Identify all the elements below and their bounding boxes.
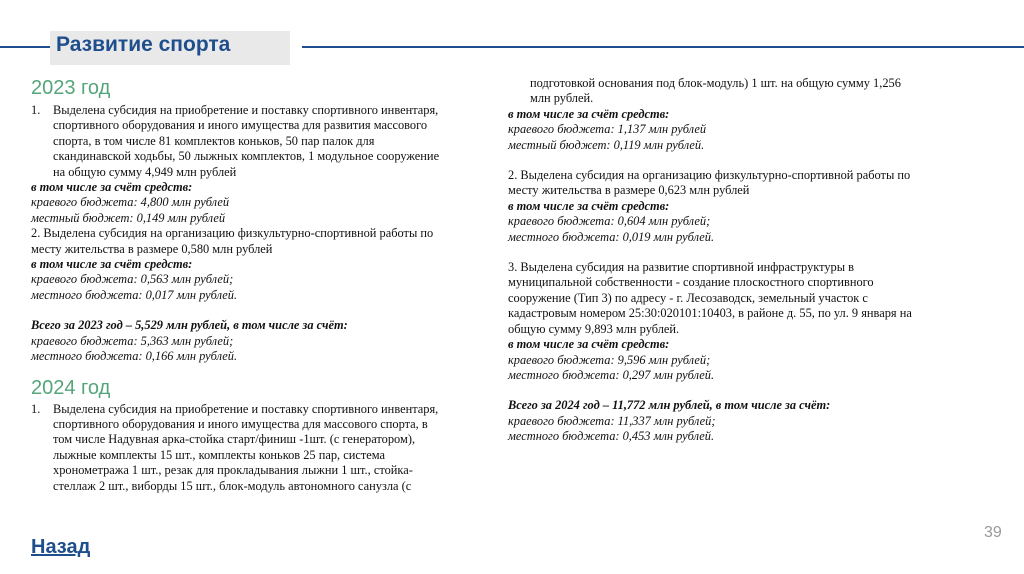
- header-rule-left: [0, 46, 52, 48]
- text-line: месту жительства в размере 0,580 млн рублей: [31, 241, 273, 256]
- regional-budget: краевого бюджета: 9,596 млн рублей;: [508, 352, 711, 367]
- text-line: 2. Выделена субсидия на организацию физкультурно-спортивной работы по: [31, 226, 434, 241]
- item-text: [53, 103, 439, 180]
- text-line: муниципальной собственности - создание плоскостного спортивного: [508, 275, 874, 290]
- local-budget: местного бюджета: 0,019 млн рублей.: [508, 229, 715, 244]
- text-line: Выделена субсидия на приобретение и поставку спортивного инвентаря,: [53, 103, 439, 117]
- text-line: 3. Выделена субсидия на развитие спортивной инфраструктуры в: [508, 260, 855, 275]
- funding-heading: в том числе за счёт средств:: [508, 198, 670, 213]
- funding-heading: в том числе за счёт средств:: [508, 106, 670, 121]
- list-item-2024-1: [31, 402, 501, 494]
- text-line: подготовкой основания под блок-модуль) 1 шт. на общую сумму 1,256: [530, 76, 901, 90]
- local-budget: местный бюджет: 0,119 млн рублей.: [508, 137, 705, 152]
- total-2024: Всего за 2024 год – 11,772 млн рублей, в том числе за счёт:: [508, 398, 831, 413]
- item-text: [53, 402, 438, 494]
- text-line: лыжные комплекты 15 шт., комплекты коньков 25 пар, система: [53, 447, 386, 462]
- regional-budget: краевого бюджета: 0,563 млн рублей;: [31, 272, 234, 287]
- text-line: спорта, в том числе 81 комплектов коньков, 50 пар палок для: [53, 133, 375, 148]
- funding-heading: в том числе за счёт средств:: [508, 337, 670, 352]
- total-local-budget: местного бюджета: 0,453 млн рублей.: [508, 429, 715, 444]
- regional-budget: краевого бюджета: 0,604 млн рублей;: [508, 214, 711, 229]
- total-local-budget: местного бюджета: 0,166 млн рублей.: [31, 349, 238, 364]
- text-line: на общую сумму 4,949 млн рублей: [53, 164, 237, 179]
- item-number: 1.: [31, 401, 41, 416]
- regional-budget: краевого бюджета: 4,800 млн рублей: [31, 195, 230, 210]
- text-line: месту жительства в размере 0,623 млн рублей: [508, 183, 750, 198]
- page-number: 39: [984, 524, 1002, 541]
- text-line: спортивного оборудования и иного имущества для массового спорта, в: [53, 416, 428, 431]
- header-rule-right: [302, 46, 1024, 48]
- local-budget: местного бюджета: 0,297 млн рублей.: [508, 367, 715, 382]
- year-2023-heading: 2023 год: [31, 77, 111, 99]
- total-regional-budget: краевого бюджета: 11,337 млн рублей;: [508, 413, 716, 428]
- text-line: общую сумму 9,893 млн рублей.: [508, 321, 680, 336]
- local-budget: местного бюджета: 0,017 млн рублей.: [31, 287, 238, 302]
- text-line: кадастровым номером 25:30:020101:10403, в районе д. 55, по ул. 9 января на: [508, 306, 912, 321]
- funding-heading: в том числе за счёт средств:: [31, 180, 193, 195]
- local-budget: местный бюджет: 0,149 млн рублей: [31, 210, 226, 225]
- text-line: хронометража 1 шт., резак для прокладывания лыжни 1 шт., стойка-: [53, 463, 413, 478]
- page-title: Развитие спорта: [56, 33, 231, 56]
- left-column: [31, 76, 501, 494]
- text-line: 2. Выделена субсидия на организацию физкультурно-спортивной работы по: [508, 168, 911, 183]
- back-link[interactable]: Назад: [31, 536, 91, 558]
- funding-heading: в том числе за счёт средств:: [31, 257, 193, 272]
- list-item-2023-1: [31, 103, 501, 180]
- regional-budget: краевого бюджета: 1,137 млн рублей: [508, 122, 707, 137]
- text-line: сооружение (Тип 3) по адресу - г. Лесозаводск, земельный участок с: [508, 290, 868, 305]
- text-line: спортивного оборудования и иного имущества для развития массового: [53, 118, 428, 133]
- text-line: млн рублей.: [530, 91, 594, 106]
- text-line: скандинавской ходьбы, 50 лыжных комплектов, 1 модульное сооружение: [53, 149, 440, 164]
- item-number: 1.: [31, 103, 41, 117]
- total-regional-budget: краевого бюджета: 5,363 млн рублей;: [31, 333, 234, 348]
- text-line: стеллаж 2 шт., виборды 15 шт., блок-модуль автономного санузла (с: [53, 478, 412, 493]
- text-line: Выделена субсидия на приобретение и поставку спортивного инвентаря,: [53, 401, 439, 416]
- text-line: том числе Надувная арка-стойка старт/финиш -1шт. (с генератором),: [53, 432, 416, 447]
- right-column: [508, 76, 988, 445]
- total-2023: Всего за 2023 год – 5,529 млн рублей, в том числе за счёт:: [31, 318, 348, 333]
- year-2024-heading: 2024 год: [31, 376, 111, 399]
